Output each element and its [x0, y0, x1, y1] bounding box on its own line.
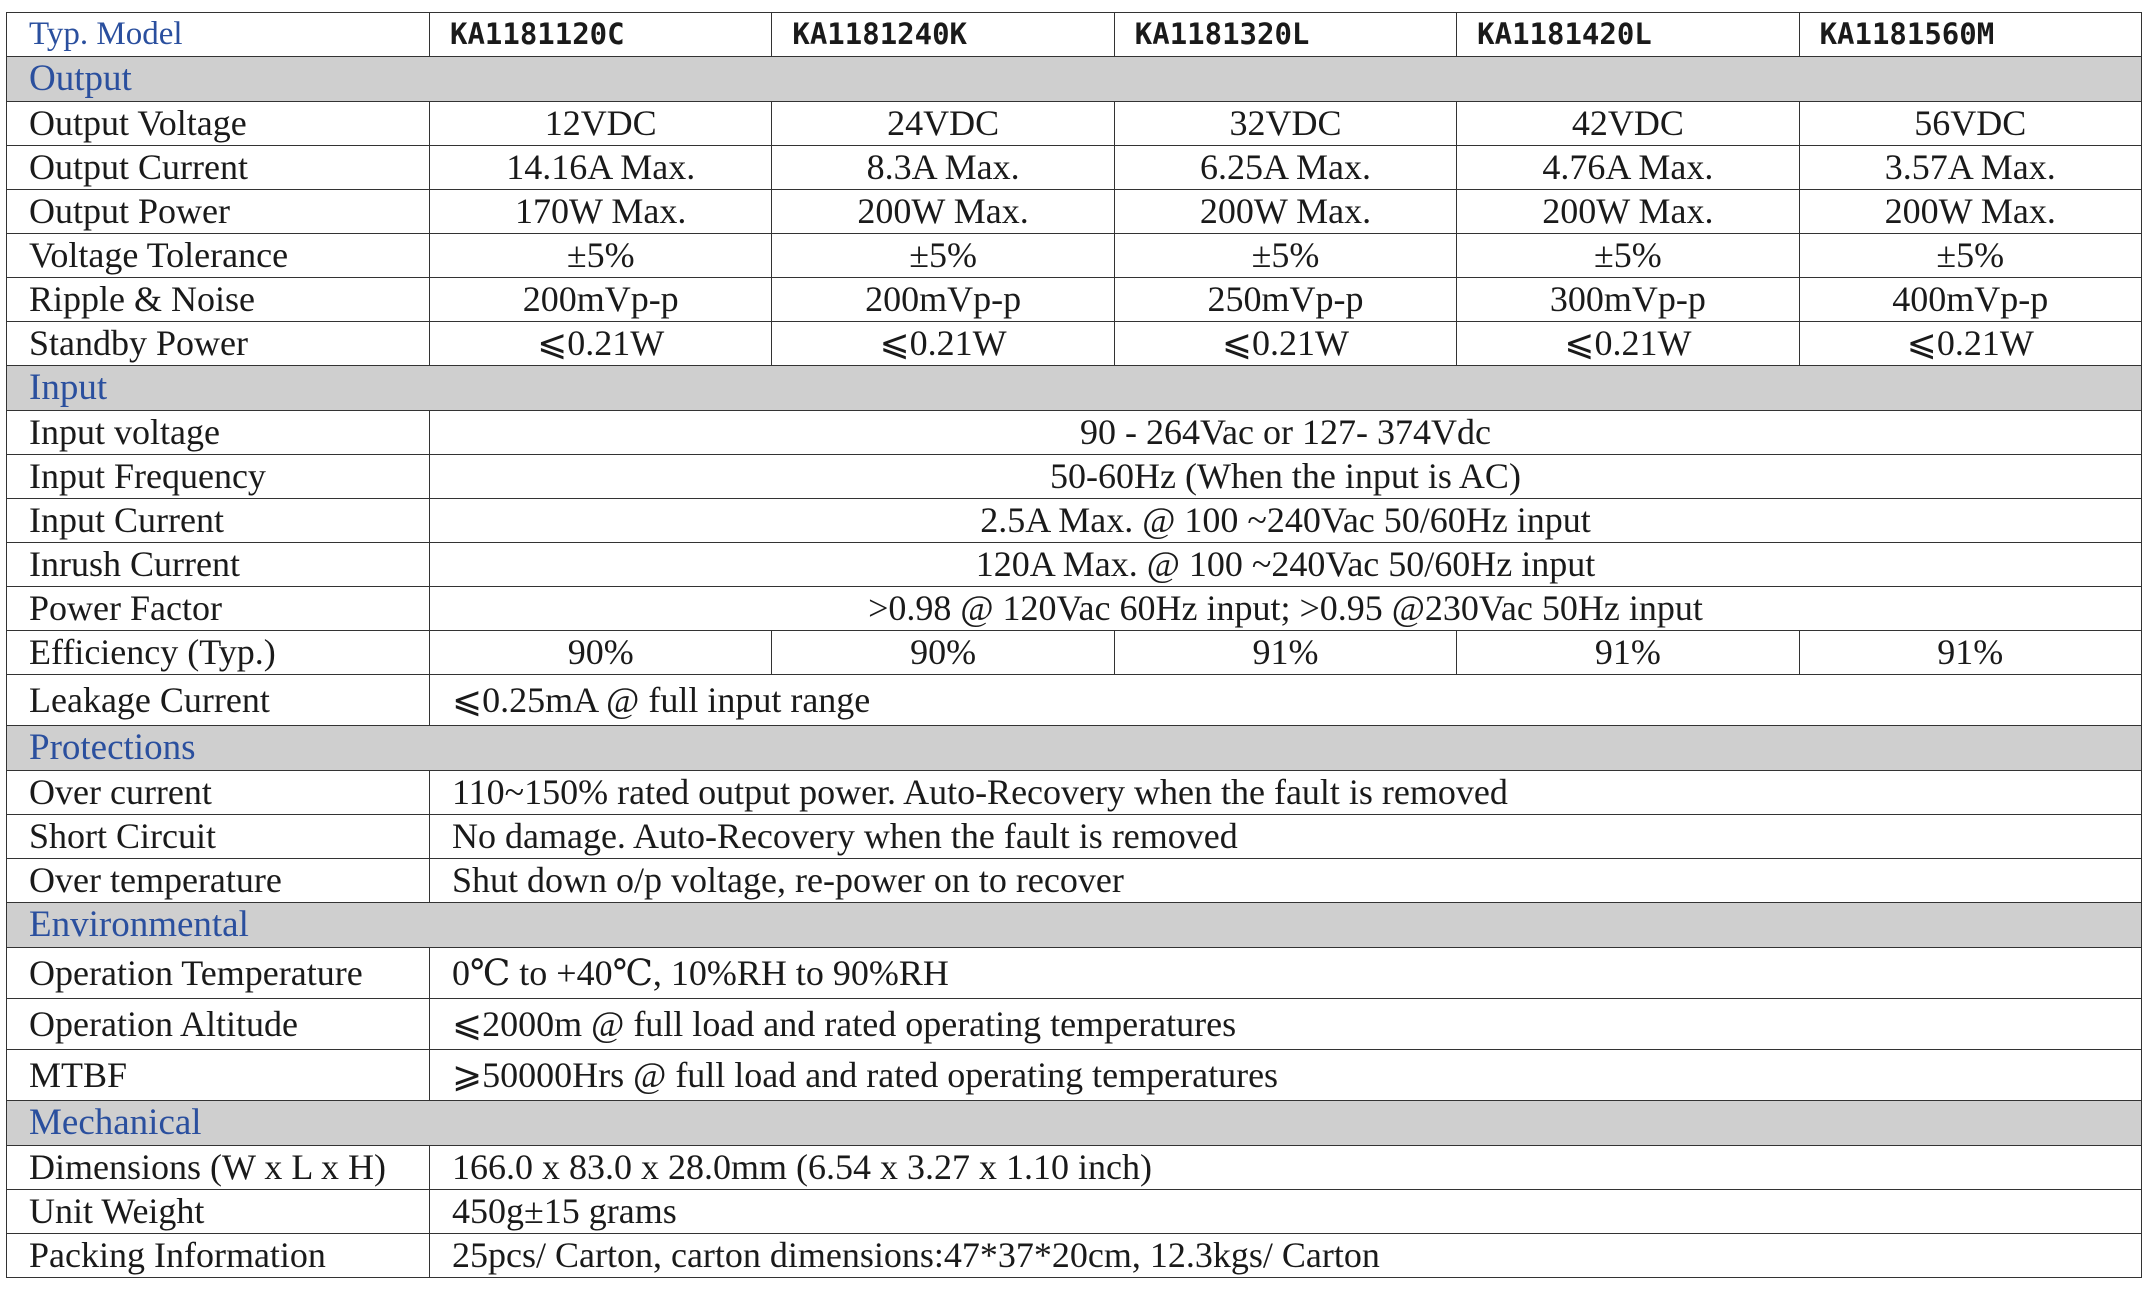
table-row [7, 1190, 2142, 1234]
cell-value: 91% [1114, 631, 1456, 675]
cell-value: ⩽0.21W [772, 322, 1114, 366]
table-row [7, 587, 2142, 631]
cell-value: 2.5A Max. @ 100 ~240Vac 50/60Hz input [430, 499, 2142, 543]
section-mechanical [7, 1101, 2142, 1146]
cell-value: 200W Max. [1457, 190, 1799, 234]
table-row [7, 675, 2142, 726]
cell-value: ±5% [430, 234, 772, 278]
table-row [7, 190, 2142, 234]
row-label: Input voltage [7, 411, 430, 455]
cell-value: 120A Max. @ 100 ~240Vac 50/60Hz input [430, 543, 2142, 587]
table-row [7, 146, 2142, 190]
table-row [7, 948, 2142, 999]
cell-value: No damage. Auto-Recovery when the fault is removed [430, 815, 2142, 859]
section-title: Mechanical [7, 1101, 2142, 1146]
typ-model-label: Typ. Model [7, 13, 430, 57]
cell-value: >0.98 @ 120Vac 60Hz input; >0.95 @230Vac 50Hz input [430, 587, 2142, 631]
table-row [7, 411, 2142, 455]
model-name: KA1181240K [772, 13, 1114, 57]
cell-value: 200mVp-p [430, 278, 772, 322]
row-label: Input Frequency [7, 455, 430, 499]
table-row [7, 999, 2142, 1050]
row-label: Ripple & Noise [7, 278, 430, 322]
header-row [7, 13, 2142, 57]
cell-value: 110~150% rated output power. Auto-Recovery when the fault is removed [430, 771, 2142, 815]
model-name: KA1181420L [1457, 13, 1799, 57]
section-input [7, 366, 2142, 411]
row-label: Over current [7, 771, 430, 815]
section-output [7, 57, 2142, 102]
cell-value: 8.3A Max. [772, 146, 1114, 190]
cell-value: 12VDC [430, 102, 772, 146]
cell-value: 250mVp-p [1114, 278, 1456, 322]
table-row [7, 1050, 2142, 1101]
cell-value: 91% [1799, 631, 2141, 675]
cell-value: 90 - 264Vac or 127- 374Vdc [430, 411, 2142, 455]
cell-value: ±5% [772, 234, 1114, 278]
cell-value: 56VDC [1799, 102, 2141, 146]
cell-value: ⩽0.21W [1799, 322, 2141, 366]
section-environmental [7, 903, 2142, 948]
table-row [7, 322, 2142, 366]
section-protections [7, 726, 2142, 771]
cell-value: ⩽2000m @ full load and rated operating temperatures [430, 999, 2142, 1050]
cell-value: 200W Max. [1799, 190, 2141, 234]
spec-table [6, 12, 2142, 1278]
cell-value: ⩾50000Hrs @ full load and rated operating temperatures [430, 1050, 2142, 1101]
table-row [7, 1146, 2142, 1190]
cell-value: 42VDC [1457, 102, 1799, 146]
cell-value: 200W Max. [772, 190, 1114, 234]
cell-value: 450g±15 grams [430, 1190, 2142, 1234]
table-row [7, 102, 2142, 146]
row-label: Over temperature [7, 859, 430, 903]
table-row [7, 278, 2142, 322]
cell-value: ⩽0.21W [1457, 322, 1799, 366]
section-title: Environmental [7, 903, 2142, 948]
cell-value: Shut down o/p voltage, re-power on to recover [430, 859, 2142, 903]
cell-value: 91% [1457, 631, 1799, 675]
cell-value: 200mVp-p [772, 278, 1114, 322]
row-label: Efficiency (Typ.) [7, 631, 430, 675]
row-label: Unit Weight [7, 1190, 430, 1234]
cell-value: ⩽0.21W [430, 322, 772, 366]
cell-value: 14.16A Max. [430, 146, 772, 190]
cell-value: 90% [772, 631, 1114, 675]
table-row [7, 499, 2142, 543]
cell-value: ⩽0.25mA @ full input range [430, 675, 2142, 726]
table-row [7, 815, 2142, 859]
row-label: Operation Altitude [7, 999, 430, 1050]
cell-value: 200W Max. [1114, 190, 1456, 234]
row-label: Input Current [7, 499, 430, 543]
row-label: Inrush Current [7, 543, 430, 587]
cell-value: ±5% [1457, 234, 1799, 278]
cell-value: ±5% [1799, 234, 2141, 278]
row-label: Packing Information [7, 1234, 430, 1278]
row-label: MTBF [7, 1050, 430, 1101]
row-label: Voltage Tolerance [7, 234, 430, 278]
cell-value: 32VDC [1114, 102, 1456, 146]
section-title: Protections [7, 726, 2142, 771]
cell-value: 25pcs/ Carton, carton dimensions:47*37*20cm, 12.3kgs/ Carton [430, 1234, 2142, 1278]
cell-value: ⩽0.21W [1114, 322, 1456, 366]
table-row [7, 1234, 2142, 1278]
table-row [7, 455, 2142, 499]
model-name: KA1181320L [1114, 13, 1456, 57]
row-label: Standby Power [7, 322, 430, 366]
cell-value: 24VDC [772, 102, 1114, 146]
cell-value: 50-60Hz (When the input is AC) [430, 455, 2142, 499]
row-label: Operation Temperature [7, 948, 430, 999]
row-label: Short Circuit [7, 815, 430, 859]
row-label: Power Factor [7, 587, 430, 631]
cell-value: 300mVp-p [1457, 278, 1799, 322]
cell-value: 4.76A Max. [1457, 146, 1799, 190]
section-title: Output [7, 57, 2142, 102]
cell-value: 166.0 x 83.0 x 28.0mm (6.54 x 3.27 x 1.10 inch) [430, 1146, 2142, 1190]
cell-value: 90% [430, 631, 772, 675]
cell-value: 3.57A Max. [1799, 146, 2141, 190]
cell-value: 6.25A Max. [1114, 146, 1456, 190]
cell-value: ±5% [1114, 234, 1456, 278]
table-row [7, 631, 2142, 675]
cell-value: 400mVp-p [1799, 278, 2141, 322]
row-label: Leakage Current [7, 675, 430, 726]
table-row [7, 543, 2142, 587]
table-row [7, 771, 2142, 815]
row-label: Dimensions (W x L x H) [7, 1146, 430, 1190]
table-row [7, 234, 2142, 278]
row-label: Output Power [7, 190, 430, 234]
table-row [7, 859, 2142, 903]
cell-value: 0℃ to +40℃, 10%RH to 90%RH [430, 948, 2142, 999]
model-name: KA1181560M [1799, 13, 2141, 57]
section-title: Input [7, 366, 2142, 411]
row-label: Output Current [7, 146, 430, 190]
cell-value: 170W Max. [430, 190, 772, 234]
row-label: Output Voltage [7, 102, 430, 146]
model-name: KA1181120C [430, 13, 772, 57]
